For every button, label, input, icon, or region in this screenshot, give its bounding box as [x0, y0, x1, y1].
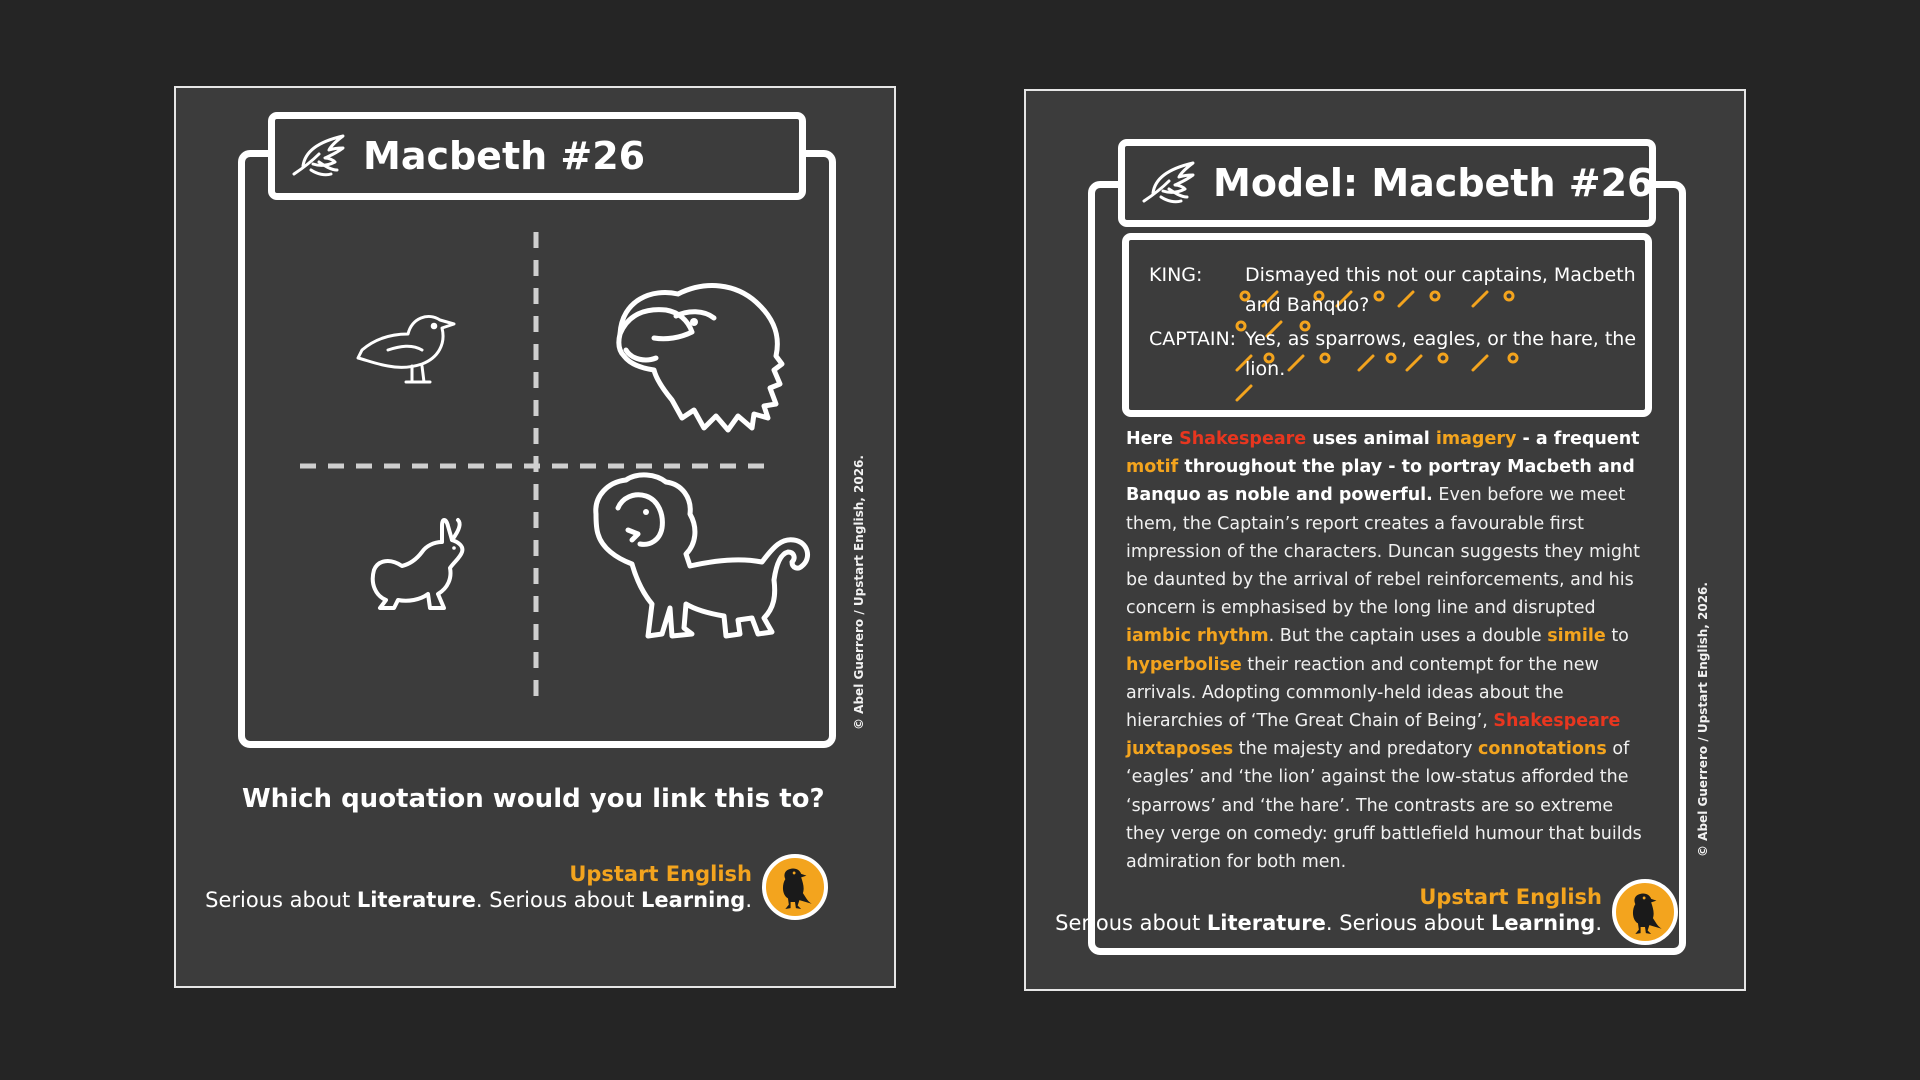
- prompt-question: Which quotation would you link this to?: [242, 784, 825, 814]
- hare-icon: [373, 520, 463, 608]
- brand-block: [1055, 885, 1602, 935]
- key-term: hyperbolise: [1126, 654, 1242, 675]
- key-term: simile: [1547, 626, 1606, 647]
- paragraph-text: uses animal: [1306, 429, 1436, 449]
- tagline-part: .: [745, 888, 752, 912]
- quote-line: Dismayed this not our captains, Macbeth: [1245, 264, 1636, 286]
- brand-tagline: [1055, 911, 1602, 935]
- paragraph-text: of ‘eagles’ and ‘the lion’ against the low-status afforded the ‘sparrows’ and ‘the hare’. The contrasts are so extreme they verge on comedy: gruff battlefield humour that builds admiration for both men.: [1126, 739, 1642, 873]
- raven-logo-icon: [762, 854, 828, 920]
- lion-icon: [596, 475, 808, 636]
- quote-line: lion.: [1245, 358, 1286, 380]
- eagle-icon: [619, 286, 782, 430]
- animal-quadrant-illustration: [176, 88, 898, 788]
- key-term: juxtaposes: [1126, 739, 1234, 760]
- card-title: Macbeth #26: [363, 134, 646, 178]
- hand-quill-icon: [1141, 159, 1197, 207]
- quotation-box: [1122, 233, 1652, 417]
- paragraph-text: the majesty and predatory: [1233, 739, 1479, 760]
- quote-line: and Banquo?: [1245, 294, 1370, 316]
- paragraph-text: - a frequent: [1516, 429, 1640, 449]
- speaker-captain: CAPTAIN:: [1149, 328, 1237, 350]
- speaker-king: KING:: [1149, 264, 1203, 286]
- tagline-learning: Learning: [641, 888, 746, 912]
- tagline-part: . Serious about: [475, 888, 642, 912]
- key-term: motif: [1126, 457, 1179, 478]
- sparrow-icon: [358, 316, 454, 382]
- key-term: connotations: [1478, 739, 1607, 760]
- tagline-literature: Literature: [356, 888, 476, 912]
- tagline-part: Serious about: [205, 888, 357, 912]
- author-name: Shakespeare: [1179, 429, 1307, 449]
- copyright-notice: © Abel Guerrero / Upstart English, 2026.: [1696, 582, 1710, 857]
- paragraph-text: throughout the play - to portray Macbeth and Banquo as noble and powerful.: [1126, 457, 1635, 506]
- tagline-learning: Learning: [1491, 911, 1596, 935]
- raven-logo-icon: [1612, 879, 1678, 945]
- title-banner: [1118, 139, 1656, 227]
- brand-block: [205, 862, 752, 912]
- brand-name: Upstart English: [1419, 885, 1602, 909]
- paragraph-text: Even before we meet them, the Captain’s report creates a favourable first impression of the characters. Duncan suggests they might be daunted by the arrival of rebel reinforcements, and his concern is emphasised by the long line and disrupted: [1126, 485, 1640, 619]
- paragraph-text: their reaction and contempt for the new arrivals. Adopting commonly-held ideas about the hierarchies of ‘The Great Chain of Being’,: [1126, 654, 1599, 732]
- tagline-part: Serious about: [1055, 911, 1207, 935]
- flashcard-back: [1024, 89, 1746, 991]
- quote-line: Yes, as sparrows, eagles, or the hare, the: [1245, 328, 1637, 350]
- key-term: iambic rhythm: [1126, 626, 1269, 647]
- paragraph-text: . But the captain uses a double: [1268, 626, 1548, 647]
- copyright-notice: © Abel Guerrero / Upstart English, 2026.: [852, 455, 866, 730]
- key-term: imagery: [1435, 429, 1517, 449]
- model-paragraph: [1126, 425, 1654, 876]
- paragraph-text: Here: [1126, 429, 1180, 449]
- flashcard-front: [174, 86, 896, 988]
- author-name: Shakespeare: [1493, 711, 1621, 732]
- paragraph-text: to: [1605, 626, 1629, 647]
- card-title: Model: Macbeth #26: [1213, 161, 1654, 205]
- tagline-literature: Literature: [1206, 911, 1326, 935]
- brand-tagline: [205, 888, 752, 912]
- tagline-part: .: [1595, 911, 1602, 935]
- tagline-part: . Serious about: [1325, 911, 1492, 935]
- brand-name: Upstart English: [569, 862, 752, 886]
